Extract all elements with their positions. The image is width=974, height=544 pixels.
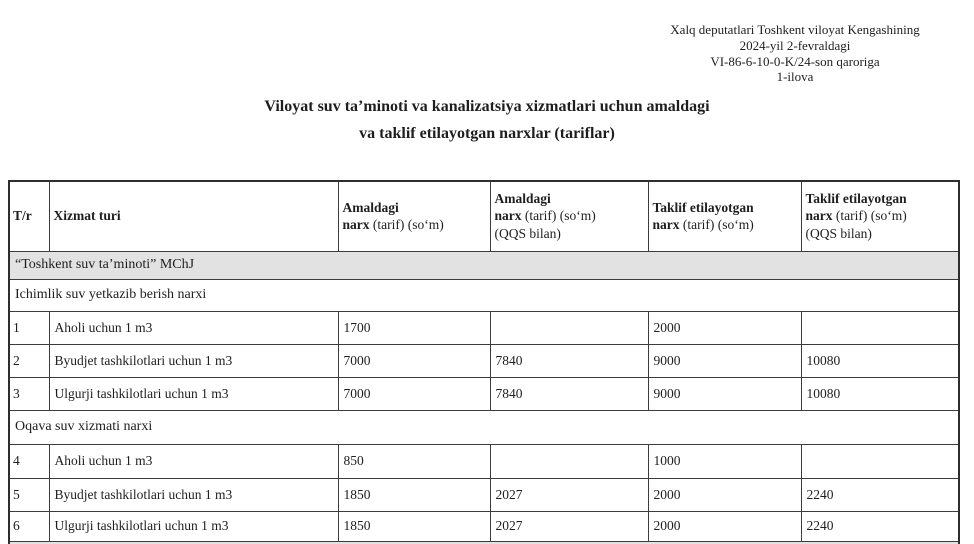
letterhead-line-2: 2024-yil 2-fevraldagi: [739, 37, 851, 53]
current-price-vat: 2027: [490, 478, 648, 511]
service-name: Ulgurji tashkilotlari uchun 1 m3: [49, 511, 338, 541]
page-title-line-2: va taklif etilayotgan narxlar (tariflar): [359, 125, 615, 142]
header-current-vat-line2: narx (tarif) (so‘m): [494, 208, 596, 224]
current-price-vat: 7840: [490, 377, 648, 410]
row-number: 2: [9, 344, 49, 377]
row-number: 6: [9, 511, 49, 541]
header-cell-proposed-price: [648, 181, 801, 251]
table-row: [9, 444, 959, 478]
section-row-sewage: [9, 410, 959, 444]
current-price: 1850: [338, 511, 490, 541]
proposed-price-vat: 2240: [801, 511, 959, 541]
proposed-price: 2000: [648, 511, 801, 541]
row-number: 4: [9, 444, 49, 478]
header-current-line1: Amaldagi: [342, 199, 399, 215]
section-row-drinking-water: [9, 279, 959, 311]
table-row: [9, 478, 959, 511]
header-proposed-vat-line2: narx (tarif) (so‘m): [805, 208, 907, 224]
current-price-vat: [490, 311, 648, 344]
current-price-vat: [490, 444, 648, 478]
section-row-company: [9, 251, 959, 279]
header-cell-number: T/r: [9, 181, 49, 251]
letterhead-line-4: 1-ilova: [776, 69, 814, 85]
header-cell-current-price: [338, 181, 490, 251]
proposed-price-vat: [801, 444, 959, 478]
proposed-price: 2000: [648, 311, 801, 344]
proposed-price-vat: [801, 311, 959, 344]
table-header-row: [9, 181, 959, 251]
tariff-table: [8, 180, 960, 544]
proposed-price-vat: 2240: [801, 478, 959, 511]
header-proposed-line1: Taklif etilayotgan: [652, 199, 754, 215]
proposed-price: 1000: [648, 444, 801, 478]
row-number: 1: [9, 311, 49, 344]
current-price-vat: 7840: [490, 344, 648, 377]
table-row: [9, 311, 959, 344]
letterhead-line-1: Xalq deputatlari Toshkent viloyat Kengashining: [670, 22, 920, 37]
row-number: 5: [9, 478, 49, 511]
current-price: 7000: [338, 344, 490, 377]
header-current-vat-line3: (QQS bilan): [494, 226, 561, 242]
service-name: Ulgurji tashkilotlari uchun 1 m3: [49, 377, 338, 410]
header-current-vat-line1: Amaldagi: [494, 190, 551, 206]
current-price: 7000: [338, 377, 490, 410]
proposed-price: 9000: [648, 344, 801, 377]
service-name: Aholi uchun 1 m3: [49, 311, 338, 344]
header-proposed-vat-line1: Taklif etilayotgan: [805, 190, 907, 206]
letterhead-line-3: VI-86-6-10-0-K/24-son qaroriga: [710, 53, 880, 69]
proposed-price-vat: 10080: [801, 344, 959, 377]
current-price: 1850: [338, 478, 490, 511]
current-price: 1700: [338, 311, 490, 344]
proposed-price: 2000: [648, 478, 801, 511]
header-cell-service: Xizmat turi: [49, 181, 338, 251]
proposed-price: 9000: [648, 377, 801, 410]
proposed-price-vat: 10080: [801, 377, 959, 410]
service-name: Byudjet tashkilotlari uchun 1 m3: [49, 344, 338, 377]
header-proposed-line2: narx (tarif) (so‘m): [652, 217, 754, 233]
header-cell-proposed-price-vat: [801, 181, 959, 251]
header-current-line2: narx (tarif) (so‘m): [342, 217, 444, 233]
table-row: [9, 511, 959, 541]
service-name: Byudjet tashkilotlari uchun 1 m3: [49, 478, 338, 511]
page-title: [0, 93, 974, 147]
service-name: Aholi uchun 1 m3: [49, 444, 338, 478]
header-proposed-vat-line3: (QQS bilan): [805, 226, 872, 242]
section-label-sewage: Oqava suv xizmati narxi: [9, 410, 959, 444]
letterhead: [613, 22, 974, 85]
table-row: [9, 344, 959, 377]
section-label-company: “Toshkent suv ta’minoti” MChJ: [9, 251, 959, 279]
header-cell-current-price-vat: [490, 181, 648, 251]
row-number: 3: [9, 377, 49, 410]
page-title-line-1: Viloyat suv ta’minoti va kanalizatsiya xizmatlari uchun amaldagi: [264, 98, 710, 115]
current-price-vat: 2027: [490, 511, 648, 541]
table-row: [9, 377, 959, 410]
current-price: 850: [338, 444, 490, 478]
section-label-drinking-water: Ichimlik suv yetkazib berish narxi: [9, 279, 959, 311]
